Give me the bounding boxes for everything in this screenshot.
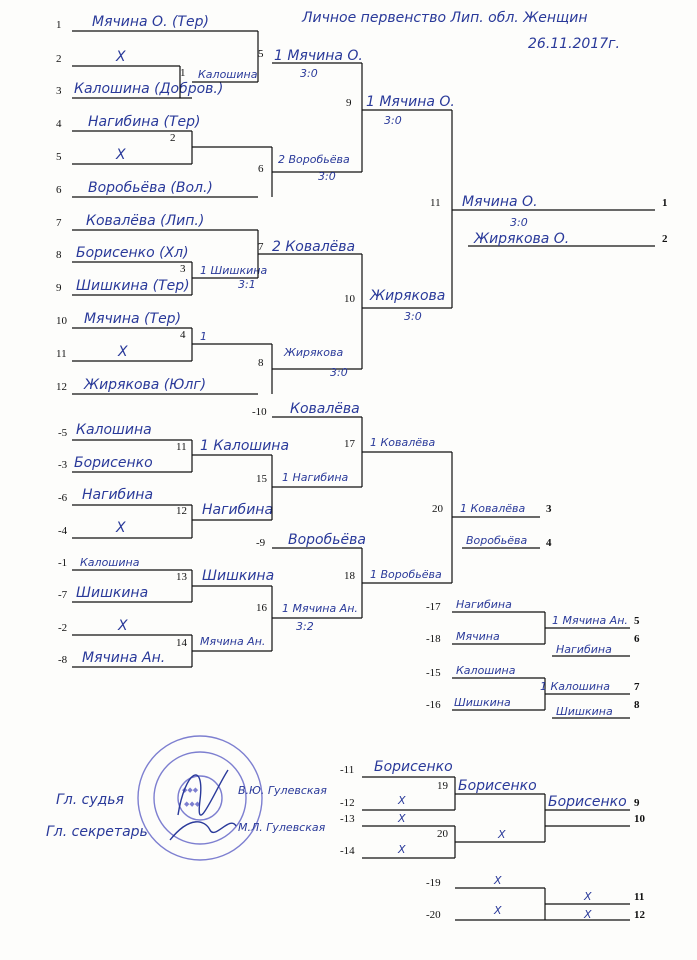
main-r1-num: 5: [56, 151, 62, 163]
main-r1-name: Шишкина (Тер): [76, 278, 190, 294]
main-r1-num: 3: [56, 85, 62, 97]
cons-r3-num: 15: [256, 473, 267, 485]
main-r1-num: 1: [56, 19, 62, 31]
main-r1-name: Нагибина (Тер): [88, 114, 201, 130]
cons-drop-name: Воробьёва: [288, 532, 366, 548]
main-r3-score: 3:0: [330, 366, 348, 379]
p58-name: Нагибина: [456, 598, 512, 611]
main-r4-name: Жирякова: [370, 288, 446, 304]
main-r4-score: 3:0: [384, 114, 402, 127]
main-r4-score: 3:0: [404, 310, 422, 323]
cons-r2-name: Нагибина: [202, 502, 274, 518]
svg-text:◆◆◆: ◆◆◆: [182, 786, 199, 794]
main-r3-num: 8: [258, 357, 264, 369]
main-r4-num: 10: [344, 293, 355, 305]
p912-num: -11: [340, 764, 355, 776]
main-r1-name: Х: [116, 49, 126, 65]
p912-b-winner: Х: [584, 890, 592, 903]
main-r2-name: 1: [200, 330, 207, 343]
main-r1-num: 7: [56, 217, 62, 229]
cons-final-num: 20: [432, 503, 443, 515]
main-r1-name: Мячина О. (Тер): [92, 14, 209, 30]
p58-name: Калошина: [456, 664, 516, 677]
p912-name: Борисенко: [374, 759, 453, 775]
cons-r1-num: -6: [58, 492, 68, 504]
p912-num: -12: [340, 797, 355, 809]
cons-r1-name: Борисенко: [74, 455, 153, 471]
p58-num: -17: [426, 601, 441, 613]
main-r1-name: Калошина (Добров.): [74, 81, 224, 97]
cons-r1-num: -5: [58, 427, 68, 439]
p912-m19-name: Борисенко: [458, 778, 537, 794]
cons-r1-name: Шишкина: [76, 585, 149, 601]
main-r3-score: 3:0: [318, 170, 336, 183]
place-number: 4: [546, 537, 552, 549]
place-number: 6: [634, 633, 640, 645]
judge-name: В.Ю. Гулевская: [238, 784, 327, 797]
p912-name: Х: [398, 812, 406, 825]
secretary-name: М.Л. Гулевская: [238, 821, 326, 834]
main-r1-num: 11: [56, 348, 67, 360]
cons-final-winner: 1 Ковалёва: [460, 502, 526, 515]
cons-r2-num: 12: [176, 505, 187, 517]
main-r3-name: Жирякова: [284, 346, 344, 359]
p912-m19-num: 19: [437, 780, 448, 792]
title-line: Личное первенство Лип. обл. Женщин: [302, 10, 588, 26]
main-r1-name: Ковалёва (Лип.): [86, 213, 205, 229]
main-r3-name: 2 Ковалёва: [272, 239, 356, 255]
main-r2-score: 3:1: [238, 278, 256, 291]
p912-m20-name: Х: [498, 828, 506, 841]
main-r3-num: 6: [258, 163, 264, 175]
cons-r2-name: Мячина Ан.: [200, 635, 266, 648]
svg-text:◆◆◆: ◆◆◆: [184, 800, 201, 808]
p58-num: -15: [426, 667, 441, 679]
place-number: 5: [634, 615, 640, 627]
main-r4-num: 9: [346, 97, 352, 109]
place-number: 12: [634, 909, 645, 921]
main-final-runner: Жирякова О.: [474, 231, 570, 247]
cons-r2-num: 13: [176, 571, 187, 583]
cons-r4-num: 18: [344, 570, 355, 582]
cons-r4-name: 1 Воробьёва: [370, 568, 442, 581]
main-r1-num: 4: [56, 118, 62, 130]
p58-winner: 1 Мячина Ан.: [552, 614, 628, 627]
cons-r2-name: 1 Калошина: [200, 438, 290, 454]
cons-r1-num: -1: [58, 557, 68, 569]
cons-r4-name: 1 Ковалёва: [370, 436, 436, 449]
place-number: 7: [634, 681, 640, 693]
place-number: 1: [662, 197, 668, 209]
cons-r3-name: 1 Мячина Ан.: [282, 602, 358, 615]
main-r1-num: 6: [56, 184, 62, 196]
p912-num: -20: [426, 909, 441, 921]
p58-num: -16: [426, 699, 441, 711]
cons-r1-name: Калошина: [80, 556, 140, 569]
p912-num: -13: [340, 813, 355, 825]
main-r2-name: 1 Шишкина: [200, 264, 268, 277]
p912-m20-num: 20: [437, 828, 448, 840]
secretary-signature-icon: [170, 822, 236, 840]
p912-final-winner: Борисенко: [548, 794, 627, 810]
main-final-score: 3:0: [510, 216, 528, 229]
cons-drop-num: -10: [252, 406, 267, 418]
cons-r1-name: Калошина: [76, 422, 152, 438]
main-r4-name: 1 Мячина О.: [366, 94, 455, 110]
place-number: 8: [634, 699, 640, 711]
cons-r2-num: 11: [176, 441, 187, 453]
cons-final-runner: Воробьёва: [466, 534, 528, 547]
main-r1-name: Мячина (Тер): [84, 311, 182, 327]
main-r1-num: 12: [56, 381, 67, 393]
main-r2-num: 2: [170, 132, 176, 144]
cons-r1-num: -4: [58, 525, 68, 537]
main-r1-num: 2: [56, 53, 62, 65]
p58-runner: Нагибина: [556, 643, 612, 656]
main-r1-num: 8: [56, 249, 62, 261]
main-r3-score: 3:0: [300, 67, 318, 80]
main-r2-name: Калошина: [198, 68, 258, 81]
cons-r1-name: Х: [116, 520, 126, 536]
cons-r1-num: -3: [58, 459, 68, 471]
p912-name: Х: [494, 904, 502, 917]
main-r1-name: Жирякова (Юлг): [84, 377, 207, 393]
date-text: 26.11.2017г.: [528, 36, 620, 52]
main-r1-name: Х: [118, 344, 128, 360]
p912-name: Х: [398, 794, 406, 807]
p58-name: Мячина: [456, 630, 500, 643]
main-r1-name: Воробьёва (Вол.): [88, 180, 213, 196]
cons-r2-name: Шишкина: [202, 568, 275, 584]
p912-name: Х: [398, 843, 406, 856]
place-number: 9: [634, 797, 640, 809]
main-r1-num: 9: [56, 282, 62, 294]
cons-r4-num: 17: [344, 438, 355, 450]
p912-b-runner: Х: [584, 908, 592, 921]
cons-r1-group: [58, 422, 192, 667]
main-r3-num: 5: [258, 48, 264, 60]
main-r3-name: 1 Мячина О.: [274, 48, 363, 64]
main-r2-num: 4: [180, 329, 186, 341]
main-r3-name: 2 Воробьёва: [278, 153, 350, 166]
p58-num: -18: [426, 633, 441, 645]
main-r2-num: 3: [180, 263, 186, 275]
main-r1-num: 10: [56, 315, 67, 327]
p912-name: Х: [494, 874, 502, 887]
main-r1-name: Х: [116, 147, 126, 163]
place-number: 3: [546, 503, 552, 515]
cons-r2-num: 14: [176, 637, 187, 649]
p912-num: -19: [426, 877, 441, 889]
p58-winner: 1 Калошина: [540, 680, 610, 693]
main-r2-num: 1: [180, 67, 186, 79]
cons-r3-score: 3:2: [296, 620, 314, 633]
cons-r1-name: Нагибина: [82, 487, 154, 503]
place-number: 10: [634, 813, 645, 825]
cons-drop-num: -9: [256, 537, 266, 549]
main-r3-num: 7: [258, 241, 264, 253]
p912-num: -14: [340, 845, 355, 857]
place-number: 11: [634, 891, 645, 903]
main-final-num: 11: [430, 197, 441, 209]
cons-r3-num: 16: [256, 602, 267, 614]
cons-drop-name: Ковалёва: [290, 401, 360, 417]
cons-r1-num: -8: [58, 654, 68, 666]
cons-r3-name: 1 Нагибина: [282, 471, 349, 484]
main-final-winner: Мячина О.: [462, 194, 538, 210]
place-number: 2: [662, 233, 668, 245]
p58-runner: Шишкина: [556, 705, 613, 718]
cons-r1-name: Х: [118, 618, 128, 634]
judge-role: Гл. судья: [56, 792, 124, 808]
p58-name: Шишкина: [454, 696, 511, 709]
cons-r1-num: -2: [58, 622, 68, 634]
main-r1-name: Борисенко (Хл): [76, 245, 189, 261]
cons-r1-name: Мячина Ан.: [82, 650, 166, 666]
cons-r1-num: -7: [58, 589, 68, 601]
secretary-role: Гл. секретарь: [46, 824, 148, 840]
